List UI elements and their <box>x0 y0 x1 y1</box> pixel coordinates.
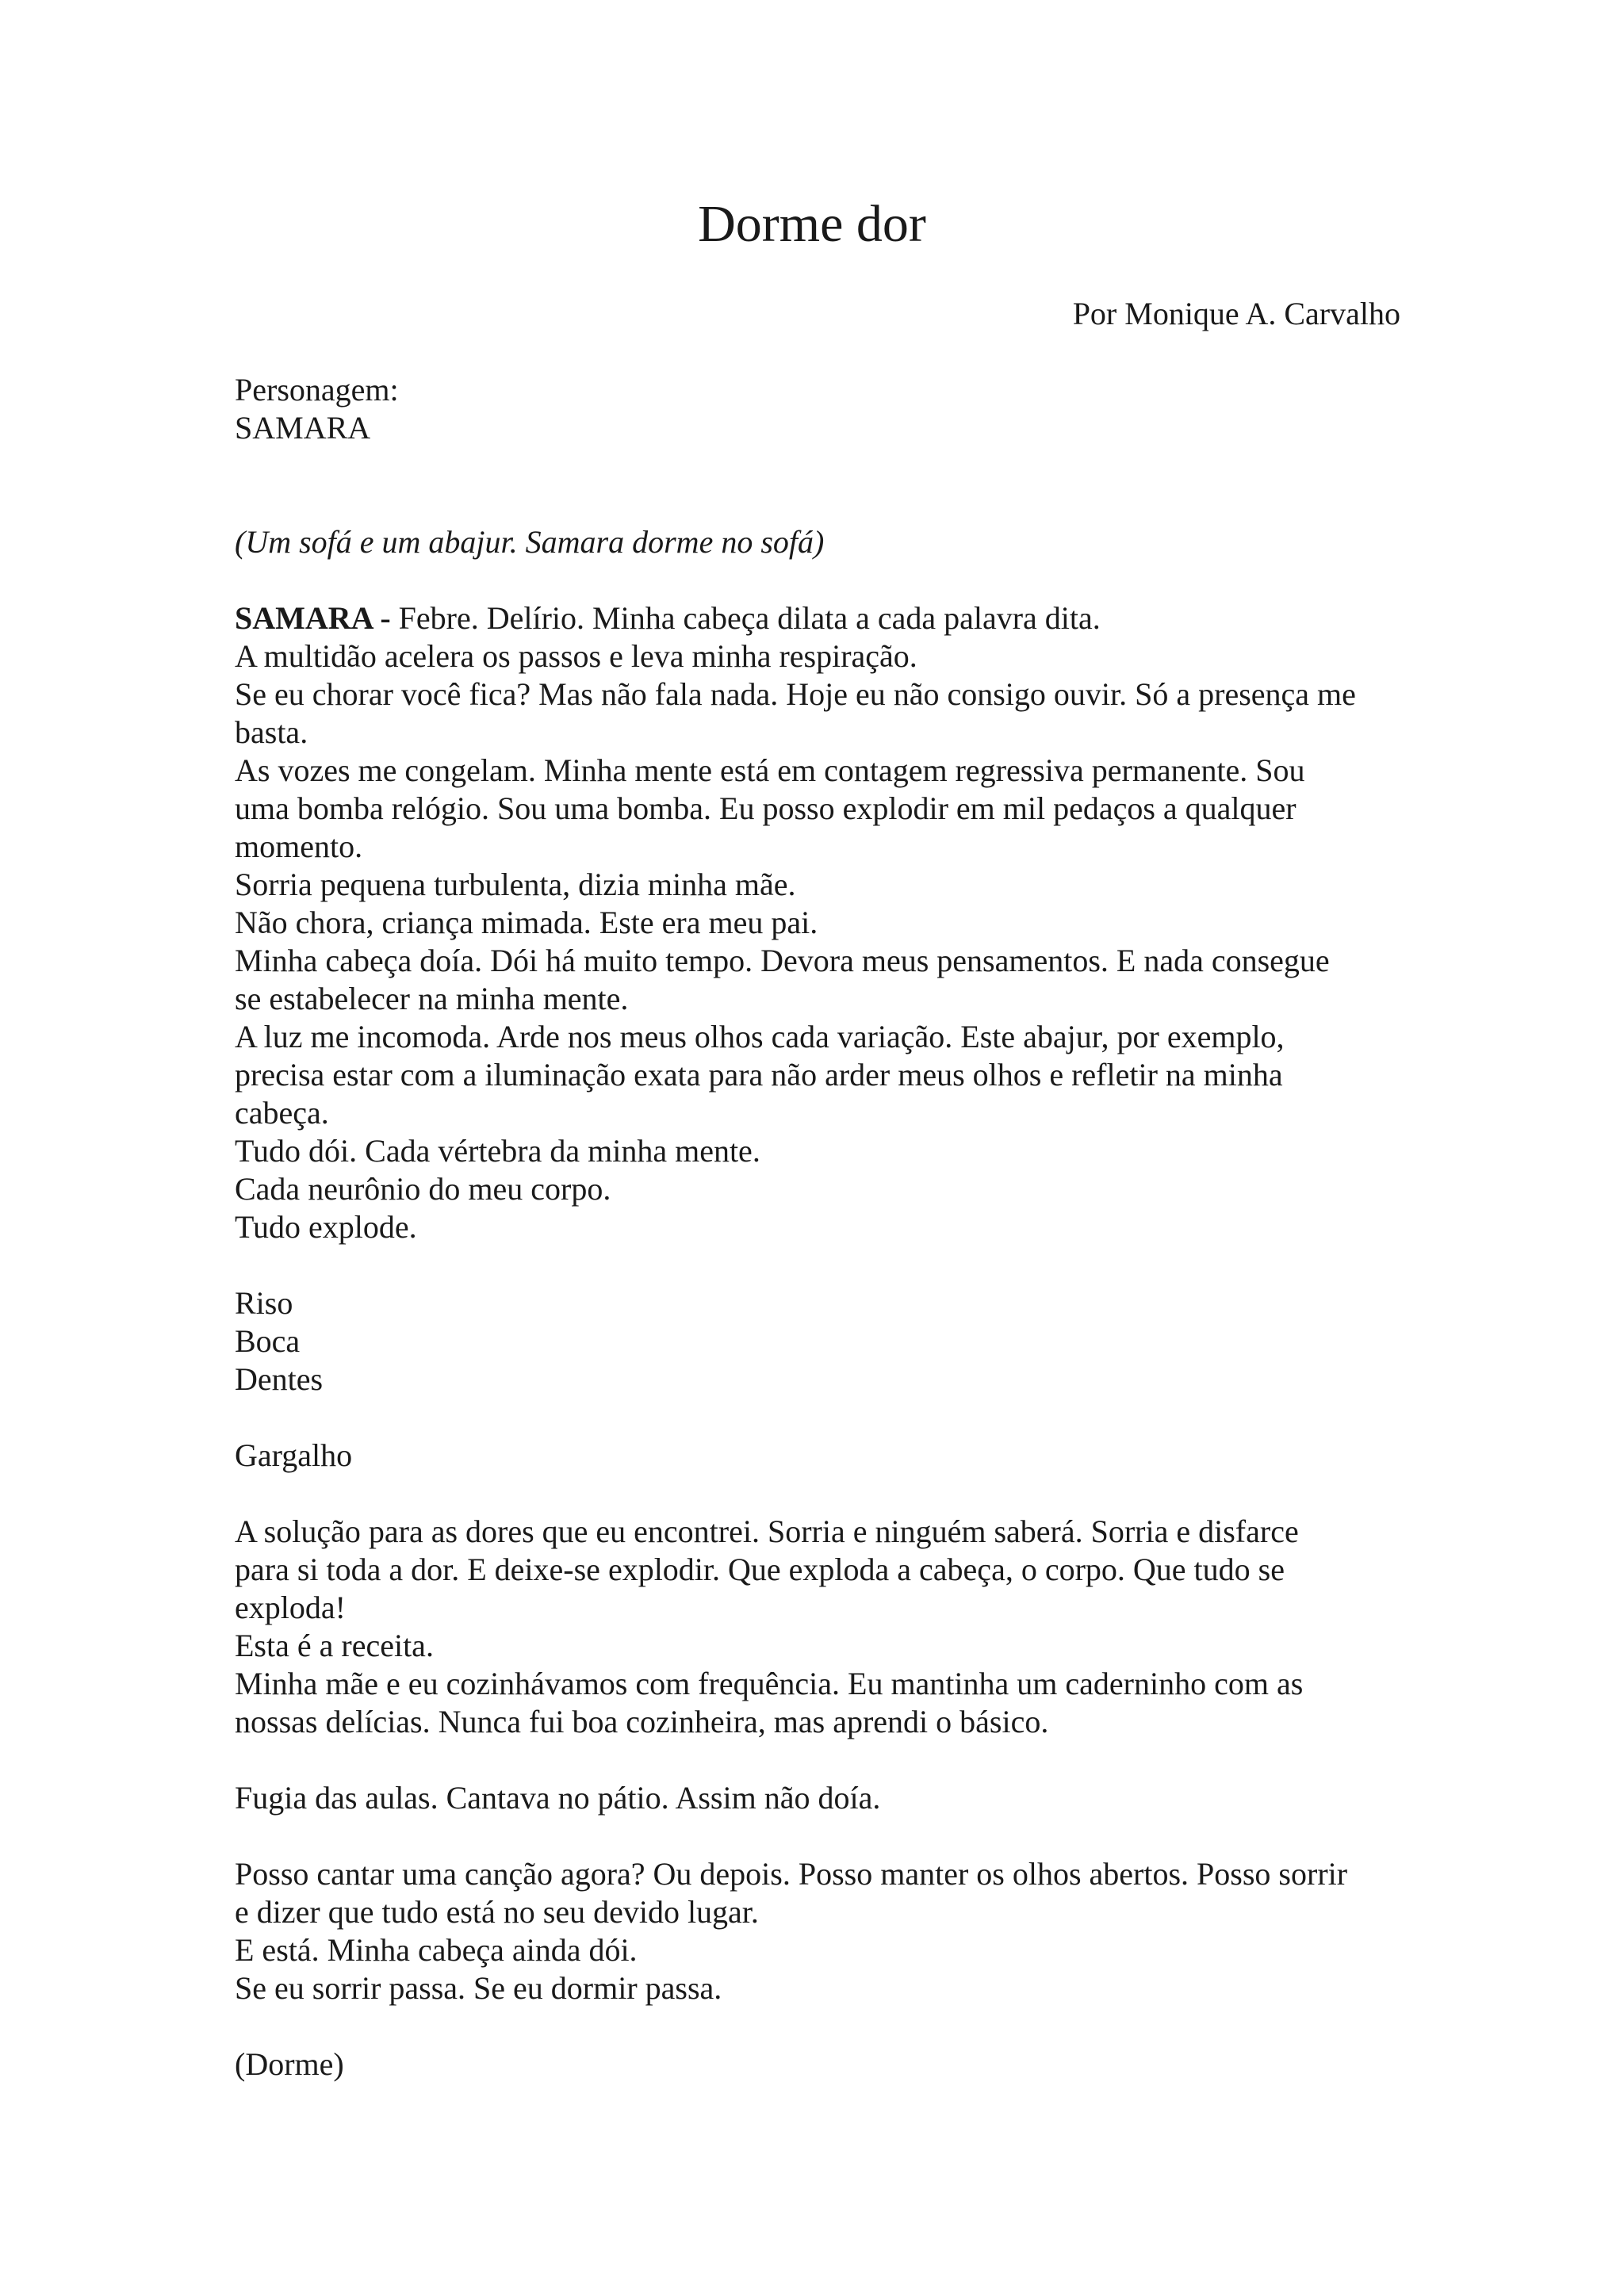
speech-line: momento. <box>235 828 363 864</box>
speech-line: Gargalho <box>235 1437 353 1473</box>
characters-heading: Personagem: <box>235 372 399 408</box>
monologue-part-2 <box>235 1513 1408 1741</box>
speech-line: precisa estar com a iluminação exata para não arder meus olhos e refletir na minha <box>235 1057 1283 1093</box>
characters-list <box>235 371 1408 447</box>
word-item: Riso <box>235 1285 293 1321</box>
speaker-name: SAMARA - <box>235 600 391 636</box>
speech-line: Cada neurônio do meu corpo. <box>235 1171 611 1207</box>
monologue-part-3 <box>235 1855 1408 2007</box>
fugia-line <box>235 1779 1408 1817</box>
gargalho-line <box>235 1437 1408 1475</box>
word-list <box>235 1284 1408 1399</box>
speech-line: Minha mãe e eu cozinhávamos com frequência. Eu mantinha um caderninho com as <box>235 1666 1304 1701</box>
speech-line: E está. Minha cabeça ainda dói. <box>235 1932 638 1968</box>
speech-line: Se eu sorrir passa. Se eu dormir passa. <box>235 1970 722 2006</box>
speech-line: Não chora, criança mimada. Este era meu pai. <box>235 905 818 940</box>
speech-line: basta. <box>235 714 308 750</box>
stage-direction-text: (Dorme) <box>235 2046 344 2082</box>
speech-line: Sorria pequena turbulenta, dizia minha mãe. <box>235 867 796 902</box>
author-byline: Por Monique A. Carvalho <box>1072 296 1400 331</box>
speech-line: As vozes me congelam. Minha mente está em contagem regressiva permanente. Sou <box>235 752 1305 788</box>
speech-line: Tudo explode. <box>235 1209 417 1245</box>
character-name: SAMARA <box>235 410 371 446</box>
speech-line: Tudo dói. Cada vértebra da minha mente. <box>235 1133 760 1169</box>
speech-line: A solução para as dores que eu encontrei. Sorria e ninguém saberá. Sorria e disfarce <box>235 1513 1299 1549</box>
monologue-part-1 <box>235 599 1408 1246</box>
speech-line: uma bomba relógio. Sou uma bomba. Eu posso explodir em mil pedaços a qualquer <box>235 790 1297 826</box>
speech-line: exploda! <box>235 1590 346 1625</box>
speech-line: A multidão acelera os passos e leva minha respiração. <box>235 638 917 674</box>
speech-line: cabeça. <box>235 1095 329 1131</box>
speech-line: para si toda a dor. E deixe-se explodir. Que exploda a cabeça, o corpo. Que tudo se <box>235 1552 1285 1587</box>
speech-first-line-text: Febre. Delírio. Minha cabeça dilata a cada palavra dita. <box>390 600 1101 636</box>
stage-direction-closing <box>235 2045 1408 2084</box>
speech-line: Esta é a receita. <box>235 1628 434 1663</box>
word-item: Boca <box>235 1323 301 1359</box>
speech-line: Posso cantar uma canção agora? Ou depois. Posso manter os olhos abertos. Posso sorrir <box>235 1856 1348 1892</box>
document-title: Dorme dor <box>698 195 926 253</box>
speech-line: Fugia das aulas. Cantava no pátio. Assim não doía. <box>235 1780 881 1816</box>
word-item: Dentes <box>235 1361 324 1397</box>
stage-direction-opening <box>235 523 1408 561</box>
speech-line: nossas delícias. Nunca fui boa cozinheira, mas aprendi o básico. <box>235 1704 1049 1739</box>
speech-line: se estabelecer na minha mente. <box>235 981 629 1016</box>
speech-line: A luz me incomoda. Arde nos meus olhos cada variação. Este abajur, por exemplo, <box>235 1019 1285 1054</box>
speech-line: Se eu chorar você fica? Mas não fala nada. Hoje eu não consigo ouvir. Só a presença me <box>235 676 1356 712</box>
speech-line: e dizer que tudo está no seu devido lugar. <box>235 1894 759 1930</box>
stage-direction-text: (Um sofá e um abajur. Samara dorme no sofá) <box>235 524 825 560</box>
speech-line: Minha cabeça doía. Dói há muito tempo. Devora meus pensamentos. E nada consegue <box>235 943 1330 978</box>
speech-first-line <box>235 599 1408 637</box>
